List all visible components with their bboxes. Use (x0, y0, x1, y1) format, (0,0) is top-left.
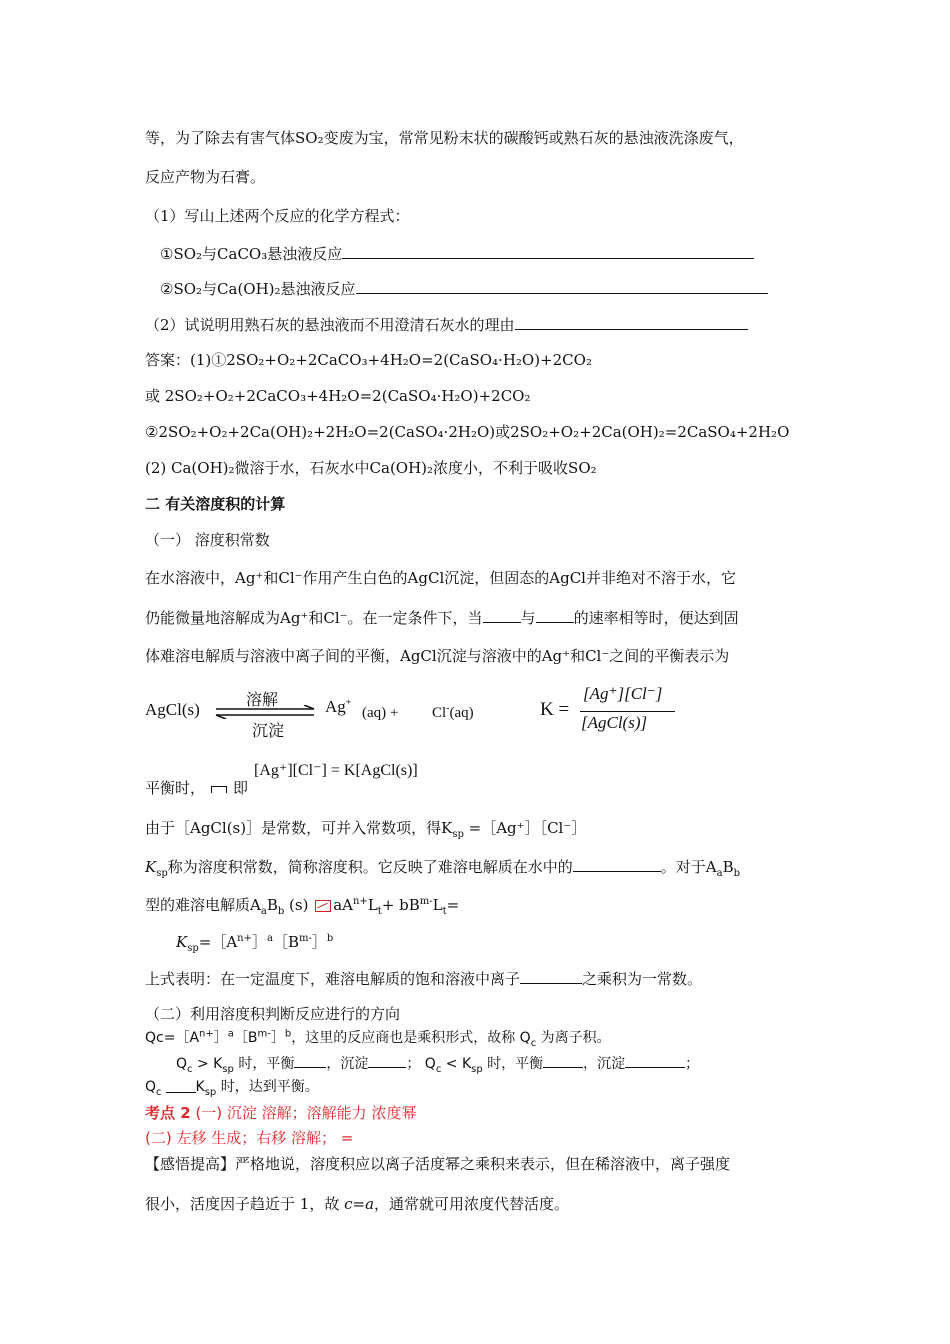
text-segment: ］ (252, 933, 268, 951)
text-segment: Qc=［A (145, 1030, 200, 1046)
answer-line: (2) Ca(OH)₂微溶于水，石灰水中Ca(OH)₂浓度小，不利于吸收SO₂ (145, 459, 597, 477)
answer-line: 或 2SO₂+O₂+2CaCO₃+4H₂O=2(CaSO₄·H₂O)+2CO₂ (145, 387, 531, 405)
question-1b (160, 278, 768, 299)
text-segment: =［A (198, 933, 238, 951)
question-text: （2）试说明用熟石灰的悬浊液而不用澄清石灰水的理由 (145, 316, 515, 334)
text-segment: 型的难溶电解质A (145, 896, 261, 914)
text-segment: = (446, 896, 460, 914)
text-segment: 为离子积。 (536, 1030, 611, 1046)
cl-symbol: Cl (432, 705, 447, 721)
answer-key-line: (二) 左移 生成；右移 溶解； = (145, 1129, 354, 1147)
text-segment: L (367, 896, 378, 914)
answer-blank (543, 1052, 583, 1068)
question-1a (160, 243, 754, 264)
eq-precipitate-label: 沉淀 (252, 721, 285, 740)
text-segment: ］ (213, 1030, 228, 1046)
text-segment: ，沉淀 (583, 1056, 626, 1072)
answer-blank (356, 278, 768, 294)
ksp-line (145, 968, 702, 989)
ag-symbol: Ag (325, 697, 346, 716)
subscript: t (442, 906, 447, 917)
subscript: sp (156, 868, 168, 879)
text-segment: 时，平衡 (482, 1056, 544, 1072)
question-2 (145, 314, 748, 335)
question-text: ①SO₂与CaCO₃悬浊液反应 (160, 245, 343, 263)
text-segment: ，沉淀 (326, 1056, 369, 1072)
ksp-line (145, 856, 740, 877)
text-line (145, 607, 739, 628)
text-segment: (s) (284, 896, 314, 914)
k-numerator: [Ag⁺][Cl⁻] (583, 684, 663, 703)
superscript: n+ (237, 933, 252, 944)
superscript: m- (257, 1028, 271, 1040)
text-segment: 之乘积为一常数。 (582, 970, 703, 988)
superscript: b (326, 933, 334, 944)
eq-ag-ion (325, 697, 351, 717)
text-segment: 由于［AgCl(s)］是常数，可并入常数项，得K (145, 819, 453, 837)
eq-agcl-solid: AgCl(s) (145, 700, 200, 719)
text-segment: ； (685, 1056, 700, 1072)
answer-line: 答案：(1)①2SO₂+O₂+2CaCO₃+4H₂O=2(CaSO₄·H₂O)+2CO₂ (145, 351, 592, 369)
text-segment: 很小，活度因子趋近于 1，故 (145, 1195, 345, 1213)
italic-a: a (365, 1195, 375, 1213)
text-line: 在水溶液中，Ag⁺和Cl⁻作用产生白色的AgCl沉淀，但固态的AgCl并非绝对不溶于水，它 (145, 569, 736, 587)
text-segment: < K (441, 1056, 472, 1072)
text-segment: ； Q (406, 1056, 436, 1072)
broken-image-icon (315, 900, 331, 912)
subscript: sp (222, 1063, 234, 1075)
small-bracket-icon (211, 786, 227, 793)
subscript: sp (204, 1086, 217, 1098)
answer-key-line (145, 1103, 416, 1123)
ag-charge: + (345, 697, 352, 709)
text-segment: 严格地说，溶度积应以离子活度幂之乘积来表示，但在稀溶液中，离子强度 (235, 1155, 731, 1173)
answer-blank (166, 1077, 196, 1093)
superscript: m- (299, 933, 312, 944)
eq-dissolve-label: 溶解 (246, 690, 279, 709)
text-segment: 。对于A (660, 858, 717, 876)
text-segment: ，这里的反应商也是乘积形式，故称 Q (291, 1030, 531, 1046)
subscript: b (277, 906, 285, 917)
text-segment: 称为溶度积常数，简称溶度积。它反映了难溶电解质在水中的 (167, 858, 573, 876)
text-segment: =［Ag⁺］［Cl⁻］ (463, 819, 587, 837)
text-segment: > K (192, 1056, 223, 1072)
subscript: a (716, 868, 723, 879)
text-segment: K (195, 1079, 205, 1095)
subsection-heading: （一） 溶度积常数 (145, 531, 270, 549)
cl-aq: (aq) (449, 705, 474, 721)
text-line: 反应产物为石膏。 (145, 168, 266, 186)
text-segment: 时，平衡 (233, 1056, 295, 1072)
ksp-line (145, 895, 459, 915)
k-symbol: K = (540, 699, 570, 720)
balance-ji: 即 (233, 779, 249, 797)
answer-blank (536, 607, 574, 623)
eq-cl-ion (432, 705, 474, 722)
answer-key-text: (一) 沉淀 溶解；溶解能力 浓度幂 (190, 1104, 417, 1122)
text-segment: 的速率相等时，便达到固 (573, 609, 739, 627)
superscript: a (227, 1028, 234, 1040)
balance-label: 平衡时， (145, 779, 206, 797)
text-segment: = (352, 1195, 366, 1213)
answer-key-label: 考点 2 (145, 1104, 191, 1122)
equilibrium-arrow-icon (214, 705, 318, 719)
text-segment: ［B (272, 933, 300, 951)
answer-blank (483, 607, 521, 623)
k-italic: K (176, 933, 188, 951)
k-italic: K (145, 858, 157, 876)
superscript: a (267, 933, 273, 944)
insight-line (145, 1154, 730, 1174)
insight-line (145, 1194, 569, 1214)
subsection-heading: （二）利用溶度积判断反应进行的方向 (145, 1005, 401, 1023)
ksp-line (145, 818, 586, 838)
k-denominator: [AgCl(s)] (581, 713, 648, 732)
answer-blank (294, 1052, 326, 1068)
subscript: sp (187, 943, 199, 954)
fraction-bar (580, 711, 675, 712)
qc-definition (145, 1028, 611, 1048)
text-segment: + bB (381, 896, 420, 914)
answer-blank (520, 968, 582, 984)
text-segment: Q (145, 1079, 157, 1095)
qc-equilibrium (145, 1077, 319, 1097)
superscript: n+ (199, 1028, 214, 1040)
subscript: b (733, 868, 741, 879)
superscript: n+ (352, 896, 368, 907)
superscript: m- (419, 896, 433, 907)
answer-blank (342, 243, 754, 259)
section-heading: 二 有关溶度积的计算 (145, 495, 286, 513)
subscript: a (260, 906, 267, 917)
text-segment: aA (333, 896, 353, 914)
answer-blank (573, 856, 661, 872)
insight-label: 【感悟提高】 (145, 1155, 236, 1173)
text-segment: 与 (520, 609, 536, 627)
answer-line: ②2SO₂+O₂+2Ca(OH)₂+2H₂O=2(CaSO₄·2H₂O)或2SO₂+O₂+2Ca(OH)₂=2CaSO₄+2H₂O (145, 423, 790, 441)
superscript: b (284, 1028, 292, 1040)
subscript: sp (452, 829, 464, 840)
text-segment: ［B (233, 1030, 258, 1046)
qc-comparison (176, 1052, 699, 1074)
cl-charge: - (446, 703, 450, 714)
italic-c: c (344, 1195, 353, 1213)
text-segment: Q (176, 1056, 188, 1072)
balance-line (145, 778, 248, 798)
text-segment: B (722, 858, 734, 876)
text-segment: 上式表明：在一定温度下，难溶电解质的饱和溶液中离子 (145, 970, 521, 988)
text-line: 体难溶电解质与溶液中离子间的平衡，AgCl沉淀与溶液中的Ag⁺和Cl⁻之间的平衡表示为 (145, 647, 730, 665)
answer-blank (368, 1052, 406, 1068)
subscript: c (530, 1037, 537, 1049)
text-segment: ］ (270, 1030, 285, 1046)
text-segment: ］ (311, 933, 327, 951)
text-segment: B (266, 896, 278, 914)
text-segment: ，通常就可用浓度代替活度。 (374, 1195, 570, 1213)
answer-blank (625, 1052, 685, 1068)
subscript: t (377, 906, 382, 917)
eq-aq-plus: (aq) + (362, 705, 399, 721)
text-line: 等，为了除去有害气体SO₂变废为宝，常常见粉末状的碳酸钙或熟石灰的悬浊液洗涤废气， (145, 129, 744, 147)
text-segment: L (432, 896, 443, 914)
subscript: c (187, 1063, 193, 1075)
text-segment: 仍能微量地溶解成为Ag⁺和Cl⁻。在一定条件下，当 (145, 609, 483, 627)
question-1: （1）写山上述两个反应的化学方程式： (145, 207, 410, 225)
subscript: c (156, 1086, 162, 1098)
subscript: c (435, 1063, 442, 1075)
balance-equation: [Ag⁺][Cl⁻] = K[AgCl(s)] (254, 762, 418, 779)
text-segment: 时，达到平衡。 (216, 1079, 319, 1095)
answer-blank (515, 314, 748, 330)
ksp-line (176, 932, 333, 952)
question-text: ②SO₂与Ca(OH)₂悬浊液反应 (160, 280, 356, 298)
subscript: sp (471, 1063, 483, 1075)
